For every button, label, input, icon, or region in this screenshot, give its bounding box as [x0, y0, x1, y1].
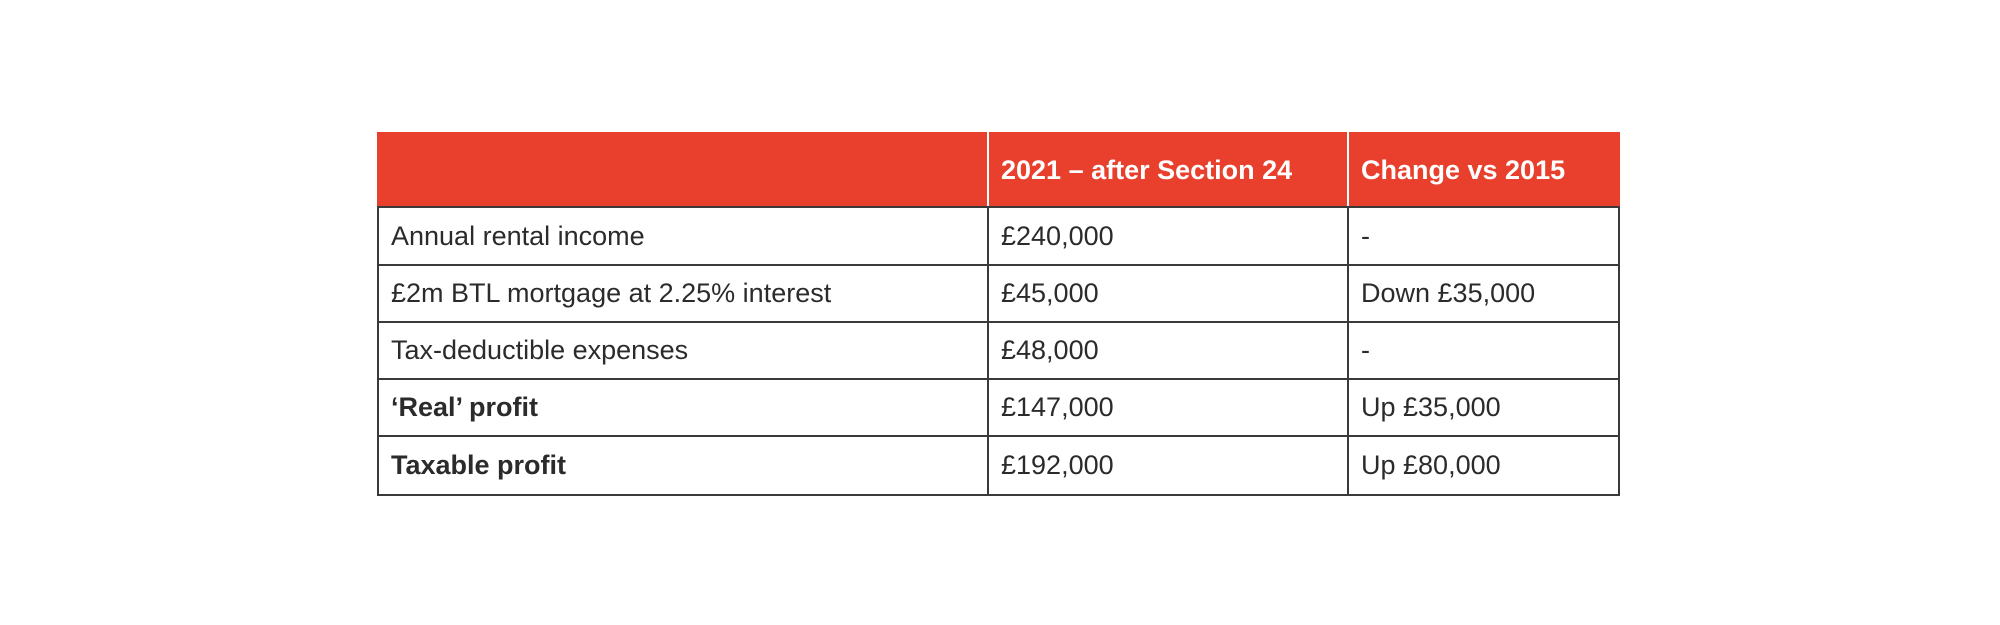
table-header-row: [378, 133, 1619, 207]
row-change: -: [1348, 322, 1619, 379]
row-label: Taxable profit: [378, 436, 988, 495]
row-label: Annual rental income: [378, 207, 988, 265]
row-value-2021: £147,000: [988, 379, 1348, 436]
row-value-2021: £240,000: [988, 207, 1348, 265]
table-row: [378, 265, 1619, 322]
row-change: Down £35,000: [1348, 265, 1619, 322]
table-row: [378, 436, 1619, 495]
header-cell-2021: 2021 – after Section 24: [988, 133, 1348, 207]
table-row: [378, 379, 1619, 436]
row-change: Up £80,000: [1348, 436, 1619, 495]
row-value-2021: £45,000: [988, 265, 1348, 322]
row-value-2021: £192,000: [988, 436, 1348, 495]
header-cell-change: Change vs 2015: [1348, 133, 1619, 207]
table-row: [378, 207, 1619, 265]
row-label: ‘Real’ profit: [378, 379, 988, 436]
comparison-table-container: [377, 132, 1618, 496]
row-label: Tax-deductible expenses: [378, 322, 988, 379]
profit-comparison-table: [377, 132, 1620, 496]
row-value-2021: £48,000: [988, 322, 1348, 379]
row-change: -: [1348, 207, 1619, 265]
table-row: [378, 322, 1619, 379]
row-change: Up £35,000: [1348, 379, 1619, 436]
row-label: £2m BTL mortgage at 2.25% interest: [378, 265, 988, 322]
header-cell-label: [378, 133, 988, 207]
